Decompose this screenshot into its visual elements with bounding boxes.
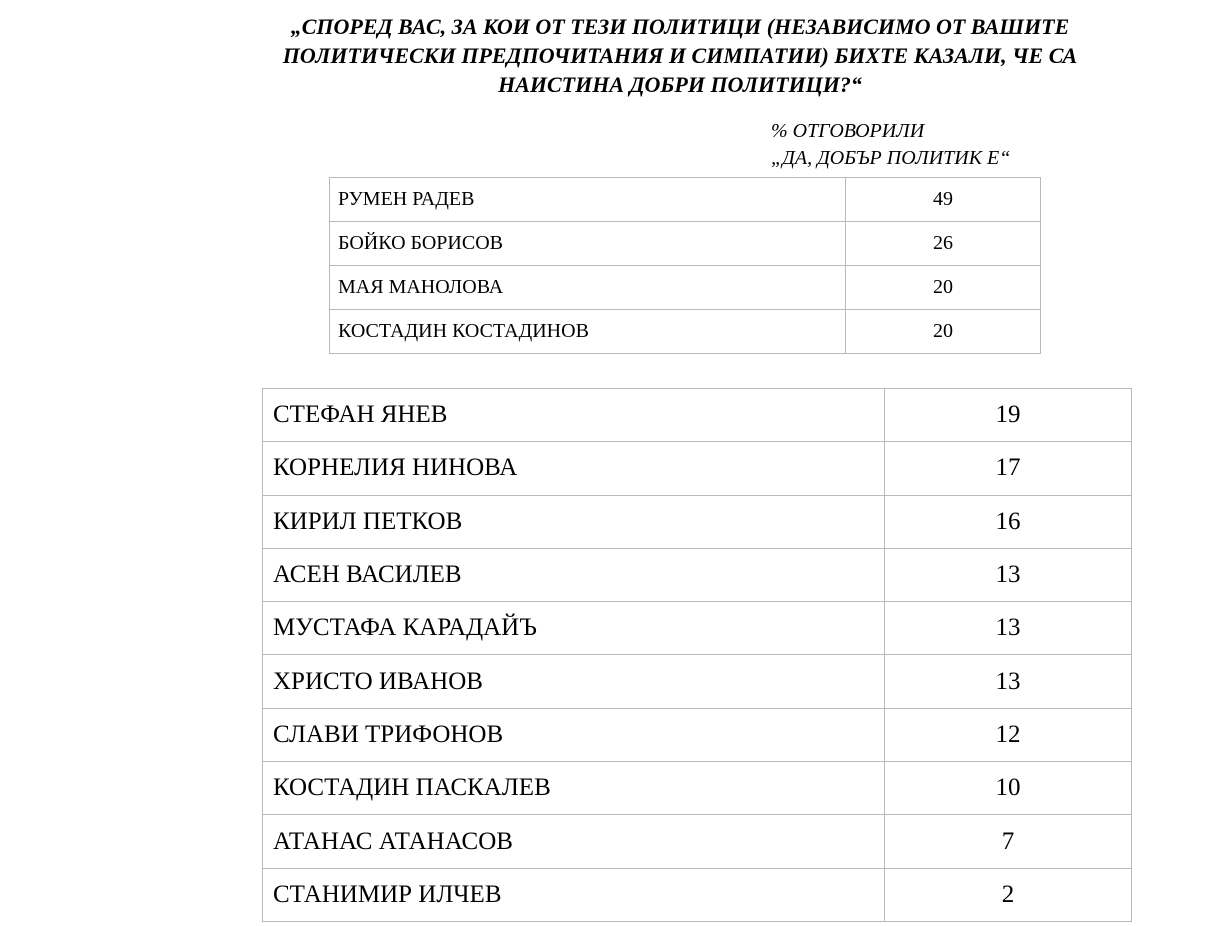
percent-value: 49	[846, 178, 1041, 222]
politician-name: БОЙКО БОРИСОВ	[330, 222, 846, 266]
percent-value: 10	[885, 762, 1132, 815]
table-row	[330, 222, 1041, 266]
politician-name: ХРИСТО ИВАНОВ	[263, 655, 885, 708]
politician-name: СТЕФАН ЯНЕВ	[263, 389, 885, 442]
percent-value: 13	[885, 602, 1132, 655]
table-row	[330, 178, 1041, 222]
column-header-line-2: „ДА, ДОБЪР ПОЛИТИК Е“	[771, 147, 1011, 169]
table-row	[263, 655, 1132, 708]
percent-value: 17	[885, 442, 1132, 495]
table-row	[263, 442, 1132, 495]
percent-value: 7	[885, 815, 1132, 868]
politician-name: СЛАВИ ТРИФОНОВ	[263, 708, 885, 761]
table-row	[263, 389, 1132, 442]
table-row	[263, 762, 1132, 815]
column-header-line-1: % ОТГОВОРИЛИ	[771, 120, 925, 142]
politician-name: КИРИЛ ПЕТКОВ	[263, 495, 885, 548]
table-row	[263, 548, 1132, 601]
table-row	[263, 868, 1132, 921]
percent-value: 16	[885, 495, 1132, 548]
table-row	[263, 815, 1132, 868]
column-header	[771, 118, 1010, 172]
results-table-bottom	[262, 388, 1132, 922]
percent-value: 13	[885, 548, 1132, 601]
politician-name: МАЯ МАНОЛОВА	[330, 266, 846, 310]
percent-value: 19	[885, 389, 1132, 442]
politician-name: КОСТАДИН ПАСКАЛЕВ	[263, 762, 885, 815]
table-row	[330, 266, 1041, 310]
politician-name: СТАНИМИР ИЛЧЕВ	[263, 868, 885, 921]
table-row	[263, 495, 1132, 548]
percent-value: 13	[885, 655, 1132, 708]
percent-value: 12	[885, 708, 1132, 761]
table-row	[330, 310, 1041, 354]
percent-value: 20	[846, 266, 1041, 310]
politician-name: РУМЕН РАДЕВ	[330, 178, 846, 222]
percent-value: 2	[885, 868, 1132, 921]
table-row	[263, 602, 1132, 655]
table-row	[263, 708, 1132, 761]
politician-name: МУСТАФА КАРАДАЙЪ	[263, 602, 885, 655]
percent-value: 26	[846, 222, 1041, 266]
politician-name: АСЕН ВАСИЛЕВ	[263, 548, 885, 601]
percent-value: 20	[846, 310, 1041, 354]
politician-name: АТАНАС АТАНАСОВ	[263, 815, 885, 868]
politician-name: КОСТАДИН КОСТАДИНОВ	[330, 310, 846, 354]
survey-question-title: „СПОРЕД ВАС, ЗА КОИ ОТ ТЕЗИ ПОЛИТИЦИ (НЕЗАВИСИМО ОТ ВАШИТЕ ПОЛИТИЧЕСКИ ПРЕДПОЧИТАНИЯ И СИМПАТИИ) БИХТЕ КАЗАЛИ, ЧЕ СА НАИСТИНА ДОБРИ ПОЛИТИЦИ?“	[282, 14, 1078, 97]
politician-name: КОРНЕЛИЯ НИНОВА	[263, 442, 885, 495]
results-table-top	[329, 177, 1041, 354]
